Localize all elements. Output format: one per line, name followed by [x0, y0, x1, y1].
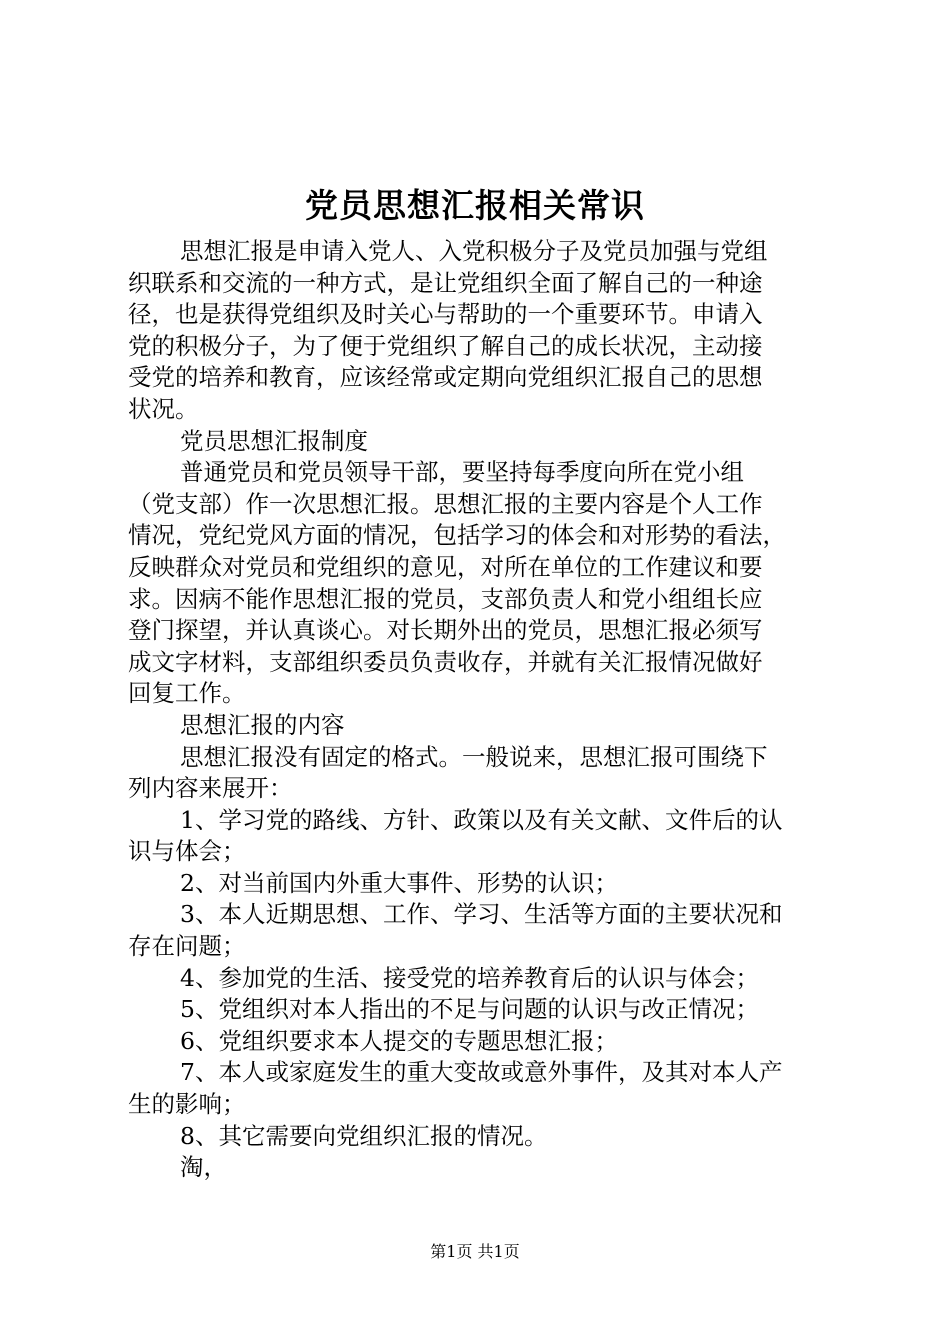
body-line: 状况。: [128, 394, 199, 423]
body-line: 思想汇报的内容: [180, 710, 345, 739]
body-line: 8、其它需要向党组织汇报的情况。: [180, 1121, 548, 1150]
body-line: 7、本人或家庭发生的重大变故或意外事件，及其对本人产: [180, 1058, 783, 1087]
body-line: 3、本人近期思想、工作、学习、生活等方面的主要状况和: [180, 900, 783, 929]
body-line: 4、参加党的生活、接受党的培养教育后的认识与体会；: [180, 963, 759, 992]
body-line: 列内容来展开：: [128, 774, 293, 803]
body-line: 径，也是获得党组织及时关心与帮助的一个重要环节。申请入: [128, 300, 763, 329]
body-line: 情况，党纪党风方面的情况，包括学习的体会和对形势的看法，: [128, 521, 786, 550]
document-title: 党员思想汇报相关常识: [305, 186, 645, 225]
page-footer: 第1页 共1页: [430, 1242, 520, 1261]
body-line: 2、对当前国内外重大事件、形势的认识；: [180, 868, 618, 897]
body-line: 存在问题；: [128, 932, 246, 961]
body-line: 思想汇报是申请入党人、入党积极分子及党员加强与党组: [180, 237, 768, 265]
body-line: 党员思想汇报制度: [180, 426, 368, 455]
body-line: 生的影响；: [128, 1090, 246, 1119]
body-line: 识与体会；: [128, 837, 246, 866]
body-line: 6、党组织要求本人提交的专题思想汇报；: [180, 1026, 618, 1055]
body-line: 思想汇报没有固定的格式。一般说来，思想汇报可围绕下: [180, 742, 768, 771]
document-body: [128, 236, 833, 1184]
body-line: 登门探望，并认真谈心。对长期外出的党员，思想汇报必须写: [128, 616, 763, 645]
body-line: 成文字材料，支部组织委员负责收存，并就有关汇报情况做好: [128, 647, 763, 676]
body-line: 反映群众对党员和党组织的意见，对所在单位的工作建议和要: [128, 552, 763, 581]
body-line: 求。因病不能作思想汇报的党员，支部负责人和党小组组长应: [128, 584, 763, 613]
body-line: 1、学习党的路线、方针、政策以及有关文献、文件后的认: [180, 805, 783, 834]
body-line: 普通党员和党员领导干部，要坚持每季度向所在党小组: [180, 458, 744, 487]
body-line: 5、党组织对本人指出的不足与问题的认识与改正情况；: [180, 995, 759, 1024]
body-line: 淘，: [180, 1153, 227, 1182]
body-line: 织联系和交流的一种方式，是让党组织全面了解自己的一种途: [128, 268, 763, 297]
body-line: 受党的培养和教育，应该经常或定期向党组织汇报自己的思想: [128, 363, 763, 392]
body-line: 党的积极分子，为了便于党组织了解自己的成长状况，主动接: [128, 331, 763, 360]
body-line: （党支部）作一次思想汇报。思想汇报的主要内容是个人工作: [128, 489, 763, 518]
body-line: 回复工作。: [128, 679, 246, 708]
